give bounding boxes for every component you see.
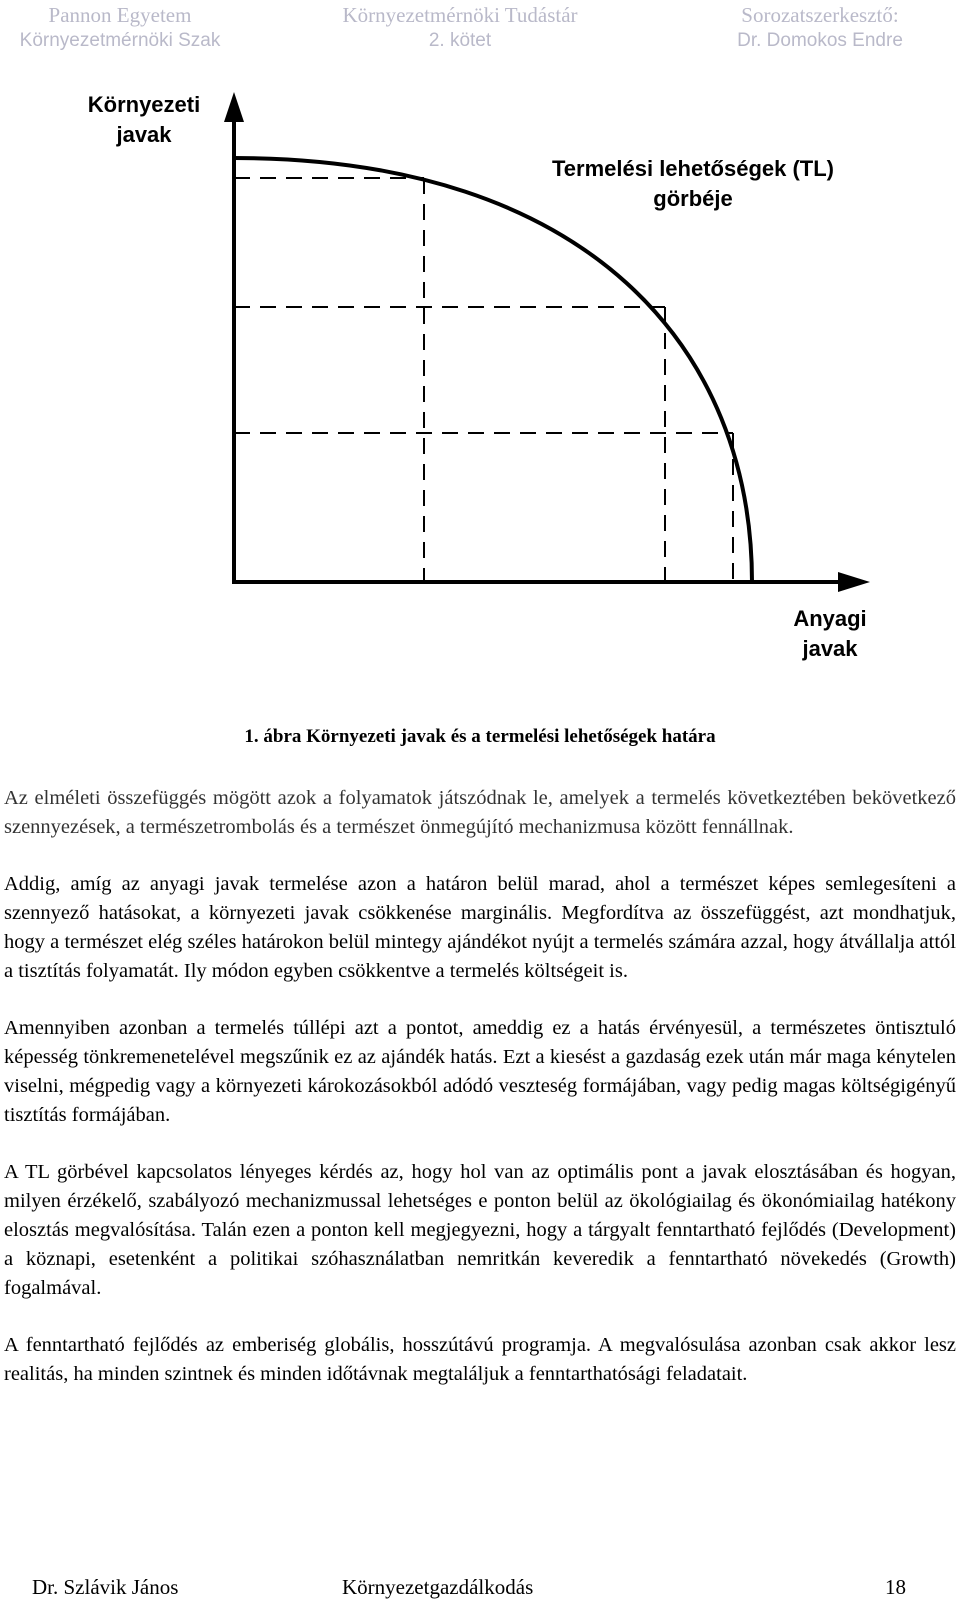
x-axis-label-line2: javak (802, 636, 858, 661)
paragraph-3: Amennyiben azonban a termelés túllépi azt a pontot, ameddig ez a hatás érvényesül, a természetes öntisztuló képesség tönkremenetelével megszűnik ez az ajándék hatás. Ezt a kiesést a gazdaság ezek után már maga kénytelen viselni, mégpedig vagy a környezeti károkozásokból adódó veszteség formájában, vagy pedig magas költségigényű tisztítás formájában. (4, 1017, 956, 1126)
paragraph-2: Addig, amíg az anyagi javak termelése azon a határon belül marad, ahol a természet képes semlegesíteni a szennyező hatásokat, a környezeti javak csökkenése marginális. Megfordítva az összefüggést, azt mondhatjuk, hogy a természet elég széles határokon belül mintegy ajándékot nyújt a termelés számára azzal, hogy átvállalja attól a tisztítás folyamatát. Ily módon egyben csökkentve a termelés költségeit is. (4, 873, 956, 982)
header-university: Pannon Egyetem (48, 3, 192, 27)
ppf-curve (234, 158, 752, 582)
header-center (300, 2, 620, 54)
y-axis-label-line1: Környezeti (87, 92, 201, 117)
ppf-diagram (0, 70, 960, 690)
footer-author: Dr. Szlávik János (32, 1575, 179, 1599)
header-series: Környezetmérnöki Tudástár (342, 3, 578, 27)
body-text (4, 784, 956, 1417)
header-right (700, 2, 940, 54)
header-editor-label: Sorozatszerkesztő: (741, 3, 899, 27)
header-left (0, 2, 240, 54)
x-axis-label-line1: Anyagi (793, 606, 867, 631)
y-axis-arrow (224, 92, 244, 122)
header-editor-name: Dr. Domokos Endre (737, 30, 903, 51)
page-header (0, 2, 960, 58)
ppf-figure (0, 70, 960, 690)
page-number: 18 (885, 1575, 906, 1599)
paragraph-1: Az elméleti összefüggés mögött azok a folyamatok játszódnak le, amelyek a termelés következtében bekövetkező szennyezések, a természetrombolás és a természet önmegújító mechanizmusa között fennállnak. (4, 787, 956, 838)
header-volume: 2. kötet (428, 30, 492, 51)
figure-caption: 1. ábra Környezeti javak és a termelési lehetőségek határa (244, 726, 716, 747)
dashed-grid (234, 178, 733, 582)
paragraph-5: A fenntartható fejlődés az emberiség globális, hosszútávú programja. A megvalósulása azonban csak akkor lesz realitás, ha minden szintnek és minden időtávnak megtaláljuk a fenntarthatósági feladatait. (4, 1334, 956, 1385)
x-axis-arrow (838, 572, 870, 592)
footer-title: Környezetgazdálkodás (342, 1575, 534, 1599)
y-axis-label-line2: javak (116, 122, 172, 147)
header-program: Környezetmérnöki Szak (19, 30, 221, 51)
curve-label-line1: Termelési lehetőségek (TL) (551, 156, 835, 181)
curve-label-line2: görbéje (653, 186, 733, 211)
paragraph-4: A TL görbével kapcsolatos lényeges kérdés az, hogy hol van az optimális pont a javak elosztásában és hogyan, milyen érzékelő, szabályozó mechanizmussal lehetséges e ponton belül az ökológiailag és ökonómiailag hatékony elosztás megvalósítása. Talán ezen a ponton kell megjegyezni, hogy a tárgyalt fenntartható fejlődés (Development) a köznapi, esetenként a politikai szóhasználatban nemritkán keveredik a fenntartható növekedés (Growth) fogalmával. (4, 1161, 956, 1299)
